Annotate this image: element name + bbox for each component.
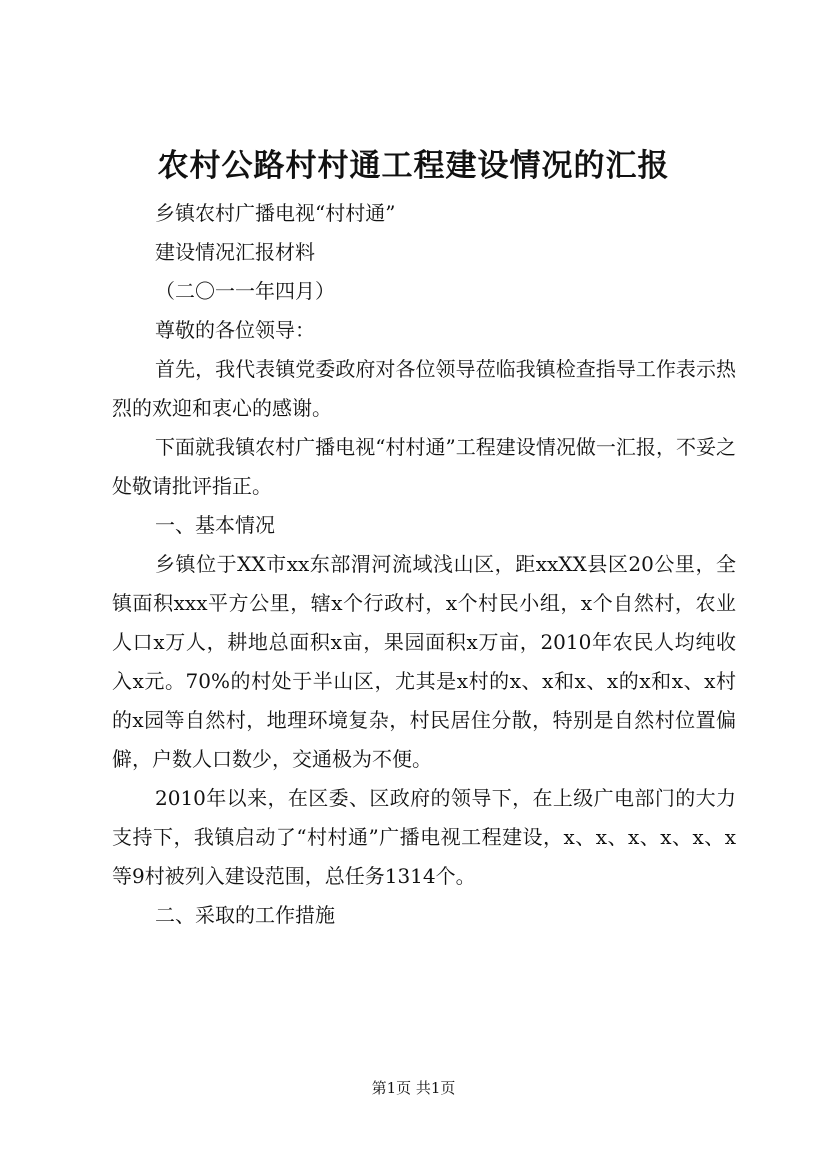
paragraph-subtitle-1: 乡镇农村广播电视“村村通” (155, 201, 396, 225)
document-body (112, 194, 736, 935)
page-footer: 第1页 共1页 (371, 1079, 456, 1097)
document-title: 农村公路村村通工程建设情况的汇报 (157, 148, 670, 184)
paragraph-subtitle-2: 建设情况汇报材料 (155, 240, 315, 264)
paragraph-date: （二〇一一年四月） (155, 279, 335, 303)
paragraph-basic-info: 乡镇位于XX市xx东部渭河流域浅山区，距xxXX县区20公里，全镇面积xxx平方公里，辖x个行政村，x个村民小组，x个自然村，农业人口x万人，耕地总面积x亩，果园面积x万亩，2010年农民人均纯收入x元。70%的村处于半山区，尤其是x村的x、x和x、x的x和x、x村的x园等自然村，地理环境复杂，村民居住分散，特别是自然村位置偏僻，户数人口数少，交通极为不便。 (112, 552, 736, 771)
section-heading-basic: 一、基本情况 (155, 513, 275, 537)
paragraph-intro: 下面就我镇农村广播电视“村村通”工程建设情况做一汇报，不妥之处敬请批评指正。 (112, 435, 736, 498)
paragraph-progress: 2010年以来，在区委、区政府的领导下，在上级广电部门的大力支持下，我镇启动了“村村通”广播电视工程建设，x、x、x、x、x、x等9村被列入建设范围，总任务1314个。 (112, 786, 736, 888)
section-heading-measures: 二、采取的工作措施 (155, 903, 335, 927)
paragraph-welcome: 首先，我代表镇党委政府对各位领导莅临我镇检查指导工作表示热烈的欢迎和衷心的感谢。 (112, 357, 736, 420)
paragraph-salutation: 尊敬的各位领导： (155, 318, 315, 342)
